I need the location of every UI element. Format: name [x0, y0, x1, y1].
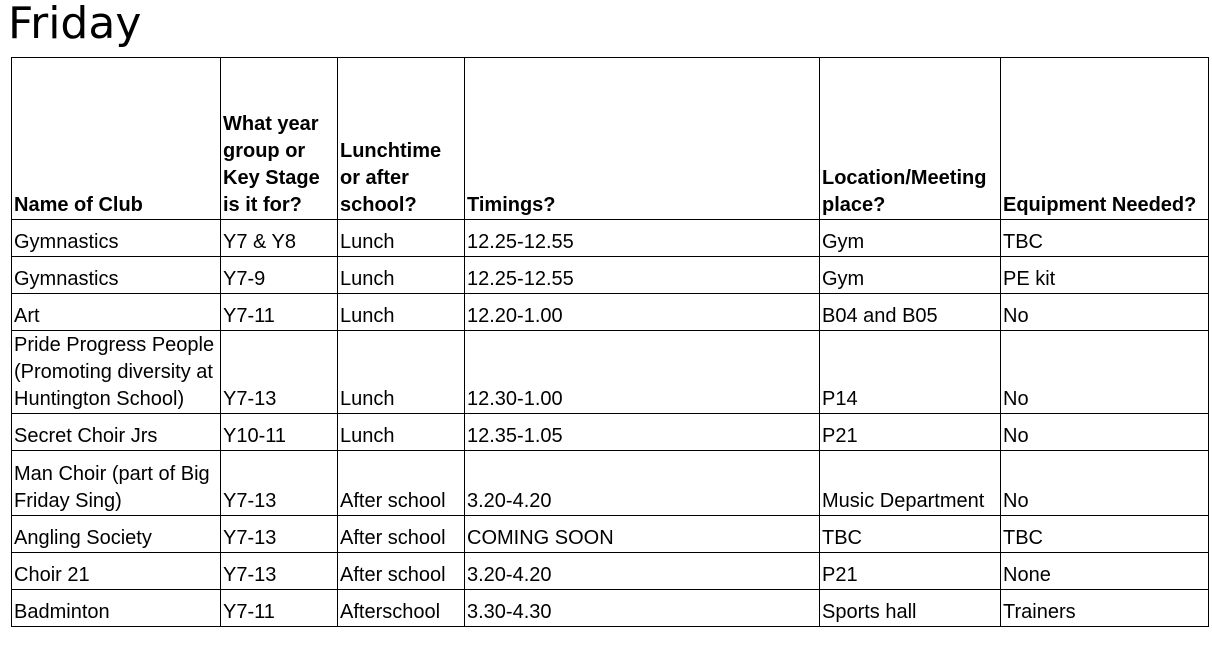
cell-year: Y7-13: [221, 331, 338, 414]
cell-location: B04 and B05: [820, 294, 1001, 331]
cell-when: Lunch: [338, 257, 465, 294]
cell-timings: 12.25-12.55: [465, 257, 820, 294]
cell-timings: COMING SOON: [465, 516, 820, 553]
cell-when: Lunch: [338, 414, 465, 451]
header-equipment: Equipment Needed?: [1001, 58, 1209, 220]
cell-when: After school: [338, 451, 465, 516]
cell-location: P14: [820, 331, 1001, 414]
cell-year: Y7-13: [221, 553, 338, 590]
header-location: Location/Meeting place?: [820, 58, 1001, 220]
cell-equipment: No: [1001, 414, 1209, 451]
cell-timings: 12.30-1.00: [465, 331, 820, 414]
cell-year: Y7-9: [221, 257, 338, 294]
clubs-table: [11, 57, 1209, 627]
cell-timings: 3.20-4.20: [465, 553, 820, 590]
header-timings: Timings?: [465, 58, 820, 220]
table-row: [12, 257, 1209, 294]
table-row: [12, 414, 1209, 451]
cell-year: Y7-11: [221, 294, 338, 331]
cell-location: P21: [820, 553, 1001, 590]
header-name-of-club: Name of Club: [12, 58, 221, 220]
table-row: [12, 331, 1209, 414]
cell-timings: 12.20-1.00: [465, 294, 820, 331]
table-row: [12, 451, 1209, 516]
cell-location: Music Department: [820, 451, 1001, 516]
cell-year: Y7-13: [221, 451, 338, 516]
cell-year: Y7-13: [221, 516, 338, 553]
cell-year: Y10-11: [221, 414, 338, 451]
cell-year: Y7 & Y8: [221, 220, 338, 257]
cell-equipment: Trainers: [1001, 590, 1209, 627]
cell-when: Lunch: [338, 220, 465, 257]
cell-club: Art: [12, 294, 221, 331]
cell-location: P21: [820, 414, 1001, 451]
cell-when: Lunch: [338, 331, 465, 414]
cell-club: Pride Progress People (Promoting diversity at Huntington School): [12, 331, 221, 414]
cell-club: Gymnastics: [12, 257, 221, 294]
cell-equipment: None: [1001, 553, 1209, 590]
cell-equipment: TBC: [1001, 220, 1209, 257]
cell-when: Afterschool: [338, 590, 465, 627]
cell-equipment: TBC: [1001, 516, 1209, 553]
cell-equipment: No: [1001, 331, 1209, 414]
table-row: [12, 553, 1209, 590]
header-year-group: What year group or Key Stage is it for?: [221, 58, 338, 220]
cell-location: TBC: [820, 516, 1001, 553]
cell-club: Man Choir (part of Big Friday Sing): [12, 451, 221, 516]
cell-when: After school: [338, 553, 465, 590]
cell-club: Secret Choir Jrs: [12, 414, 221, 451]
cell-location: Gym: [820, 220, 1001, 257]
table-row: [12, 294, 1209, 331]
cell-equipment: PE kit: [1001, 257, 1209, 294]
table-row: [12, 590, 1209, 627]
cell-club: Gymnastics: [12, 220, 221, 257]
cell-location: Gym: [820, 257, 1001, 294]
cell-equipment: No: [1001, 451, 1209, 516]
cell-equipment: No: [1001, 294, 1209, 331]
cell-club: Choir 21: [12, 553, 221, 590]
cell-timings: 12.35-1.05: [465, 414, 820, 451]
cell-timings: 3.20-4.20: [465, 451, 820, 516]
header-lunch-or-after: Lunchtime or after school?: [338, 58, 465, 220]
cell-when: Lunch: [338, 294, 465, 331]
cell-year: Y7-11: [221, 590, 338, 627]
cell-club: Badminton: [12, 590, 221, 627]
table-row: [12, 516, 1209, 553]
cell-timings: 3.30-4.30: [465, 590, 820, 627]
cell-timings: 12.25-12.55: [465, 220, 820, 257]
table-header-row: [12, 58, 1209, 220]
cell-club: Angling Society: [12, 516, 221, 553]
table-row: [12, 220, 1209, 257]
page-title: Friday: [8, 0, 142, 49]
cell-when: After school: [338, 516, 465, 553]
cell-location: Sports hall: [820, 590, 1001, 627]
